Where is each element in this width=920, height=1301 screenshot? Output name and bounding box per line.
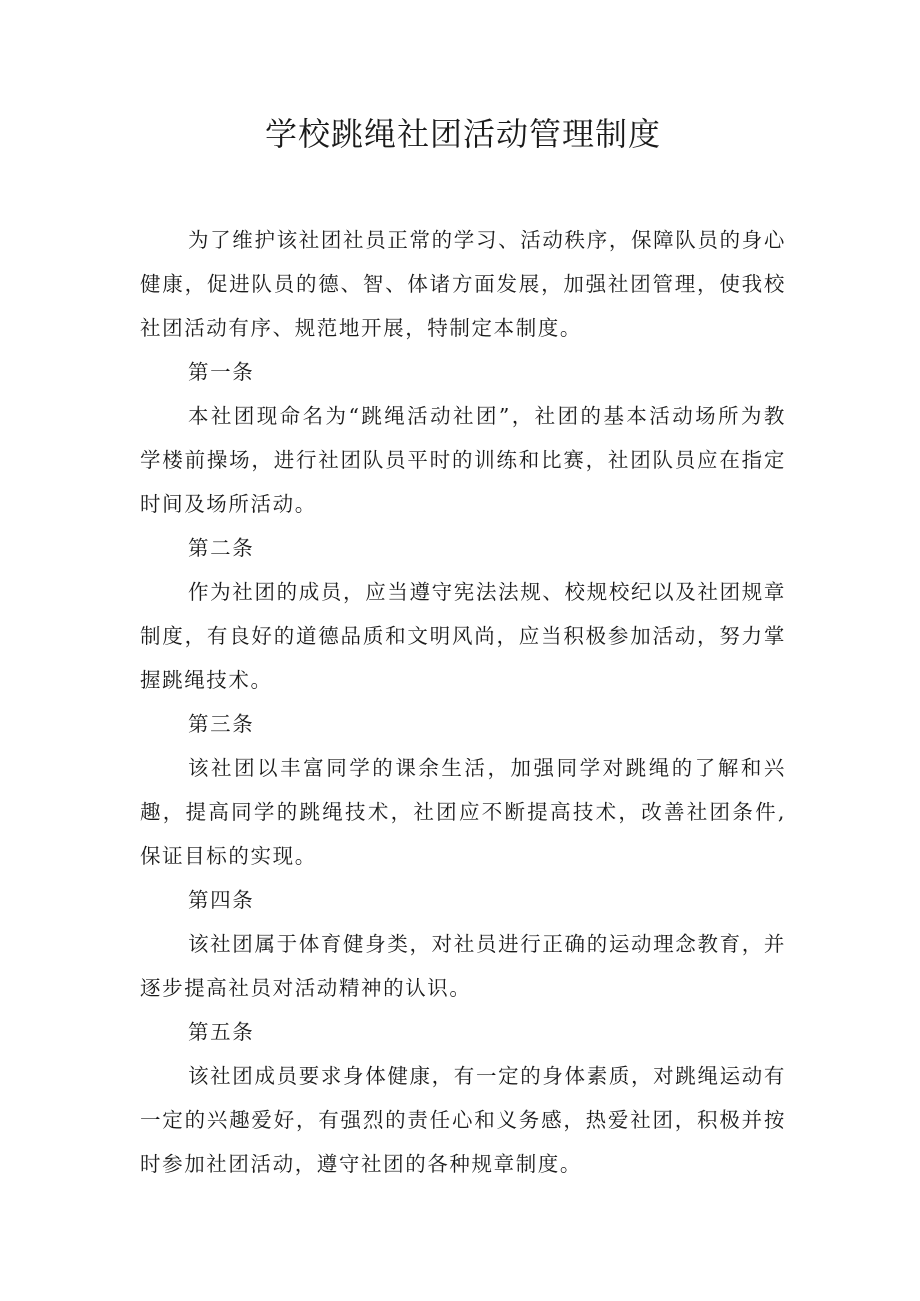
article-1-heading: 第一条 bbox=[188, 360, 255, 384]
article-3-text: 该社团以丰富同学的课余生活，加强同学对跳绳的了解和兴趣，提高同学的跳绳技术，社团应不断提高技术，改善社团条件,保证目标的实现。 bbox=[140, 756, 786, 868]
document-page bbox=[140, 110, 786, 1186]
document-title: 学校跳绳社团活动管理制度 bbox=[264, 115, 661, 153]
article-2-text: 作为社团的成员，应当遵守宪法法规、校规校纪以及社团规章制度，有良好的道德品质和文明风尚，应当积极参加活动，努力掌握跳绳技术。 bbox=[140, 580, 786, 692]
article-4-text: 该社团属于体育健身类，对社员进行正确的运动理念教育，并逐步提高社员对活动精神的认识。 bbox=[140, 932, 786, 1000]
article-5-heading: 第五条 bbox=[188, 1020, 255, 1044]
intro-paragraph: 为了维护该社团社员正常的学习、活动秩序，保障队员的身心健康，促进队员的德、智、体诸方面发展，加强社团管理，使我校社团活动有序、规范地开展，特制定本制度。 bbox=[140, 228, 786, 340]
article-2-heading: 第二条 bbox=[188, 536, 255, 560]
article-4-heading: 第四条 bbox=[188, 888, 255, 912]
article-5-text: 该社团成员要求身体健康，有一定的身体素质，对跳绳运动有一定的兴趣爱好，有强烈的责任心和义务感，热爱社团，积极并按时参加社团活动，遵守社团的各种规章制度。 bbox=[140, 1064, 786, 1176]
article-1-text: 本社团现命名为“跳绳活动社团”，社团的基本活动场所为教学楼前操场，进行社团队员平时的训练和比赛，社团队员应在指定时间及场所活动。 bbox=[140, 404, 786, 516]
article-3-heading: 第三条 bbox=[188, 712, 255, 736]
